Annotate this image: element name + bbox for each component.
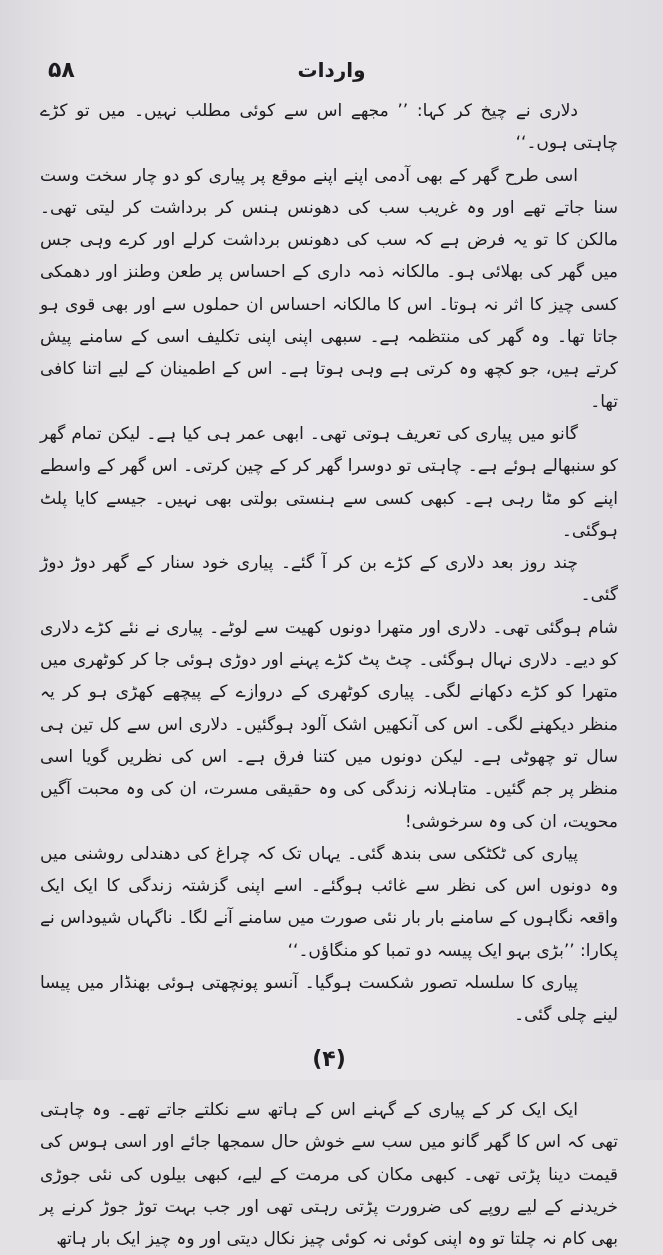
paragraph: دلاری نے چیخ کر کہا: ’’ مجھے اس سے کوئی مطلب نہیں۔ میں تو کڑے چاہتی ہوں۔‘‘ <box>40 101 618 154</box>
running-title: واردات <box>297 58 366 82</box>
page-header <box>40 48 623 88</box>
paragraph: گانو میں پیاری کی تعریف ہوتی تھی۔ ابھی عمر ہی کیا ہے۔ لیکن تمام گھر کو سنبھالے ہوئے ہے۔ چاہتی تو دوسرا گھر کر کے چین کرتی۔ اس گھر کے واسطے اپنے کو مٹا رہی ہے۔ کبھی کسی سے ہنستی بولتی بھی نہیں۔ جیسے کایا پلٹ ہوگئی۔ <box>40 423 618 541</box>
page-number: ۵۸ <box>48 58 75 83</box>
paragraph: شام ہوگئی تھی۔ دلاری اور متھرا دونوں کھیت سے لوٹے۔ پیاری نے نئے کڑے دلاری کو دیے۔ دلاری نہال ہوگئی۔ چٹ پٹ کڑے پہنے اور دوڑی ہوئی جا کر کوٹھری میں متھرا کو کڑے دکھانے لگی۔ پیاری کوٹھری کے دروازے کے پیچھے کھڑی ہو کر یہ منظر دیکھنے لگی۔ اس کی آنکھیں اشک آلود ہوگئیں۔ دلاری اس سے کل تین ہی سال تو چھوٹی ہے۔ لیکن دونوں میں کتنا فرق ہے۔ اس کی نظریں گویا اسی منظر پر جم گئیں۔ متاہلانہ زندگی کی وہ حقیقی مسرت، ان کی وہ محبت آگیں محویت، ان کی وہ سرخوشی! <box>40 617 618 832</box>
paragraph: پیاری کی ٹکٹکی سی بندھ گئی۔ یہاں تک کہ چراغ کی دھندلی روشنی میں وہ دونوں اس کی نظر سے غائب ہوگئے۔ اسے اپنی گزشتہ زندگی کا ایک ایک واقعہ نگاہوں کے سامنے بار بار نئی صورت میں سامنے آنے لگا۔ ناگہاں شیوداس نے پکارا: ’’بڑی بہو ایک پیسہ دو تمبا کو منگاؤں۔‘‘ <box>40 843 618 961</box>
paragraph: ایک ایک کر کے پیاری کے گہنے اس کے ہاتھ سے نکلتے جاتے تھے۔ وہ چاہتی تھی کہ اس کا گھر گانو میں سب سے خوش حال سمجھا جائے اور اسی ہوس کی قیمت دینا پڑتی تھی۔ کبھی مکان کی مرمت کے لیے، کبھی بیلوں کی نئی جوڑی خریدنے کے لیے روپے کی ضرورت پڑتی رہتی تھی اور جب بہت توڑ جوڑ کرنے پر بھی کام نہ چلتا تو وہ اپنی کوئی نہ کوئی چیز نکال دیتی اور وہ چیز ایک بار ہاتھ <box>40 1099 618 1250</box>
paragraph: اسی طرح گھر کے بھی آدمی اپنے اپنے موقع پر پیاری کو دو چار سخت وست سنا جاتے تھے اور وہ غریب سب کی دھونس ہنس کر برداشت کر لیتی تھی۔ مالکن کا تو یہ فرض ہے کہ سب کی دھونس برداشت کرلے اور کرے وہی جس میں گھر کی بھلائی ہو۔ مالکانہ ذمہ داری کے احساس پر طعن وطنز اور دھمکی کسی چیز کا اثر نہ ہوتا۔ اس کا مالکانہ احساس ان حملوں سے اور بھی قوی ہو جاتا تھا۔ وہ گھر کی منتظمہ ہے۔ سبھی اپنی اپنی تکلیف اسی کے سامنے پیش کرتے ہیں، جو کچھ وہ کرتی ہے وہی ہوتا ہے۔ اس کے اطمینان کے لیے اتنا کافی تھا۔ <box>40 165 618 412</box>
paragraph: چند روز بعد دلاری کے کڑے بن کر آ گئے۔ پیاری خود سنار کے گھر دوڑ دوڑ گئی۔ <box>40 553 618 606</box>
paragraph: پیاری کا سلسلہ تصور شکست ہوگیا۔ آنسو پونچھتی ہوئی بھنڈار میں پیسا لینے چلی گئی۔ <box>40 973 618 1026</box>
section-marker: (۴) <box>312 1046 346 1072</box>
body-text <box>40 95 618 1255</box>
